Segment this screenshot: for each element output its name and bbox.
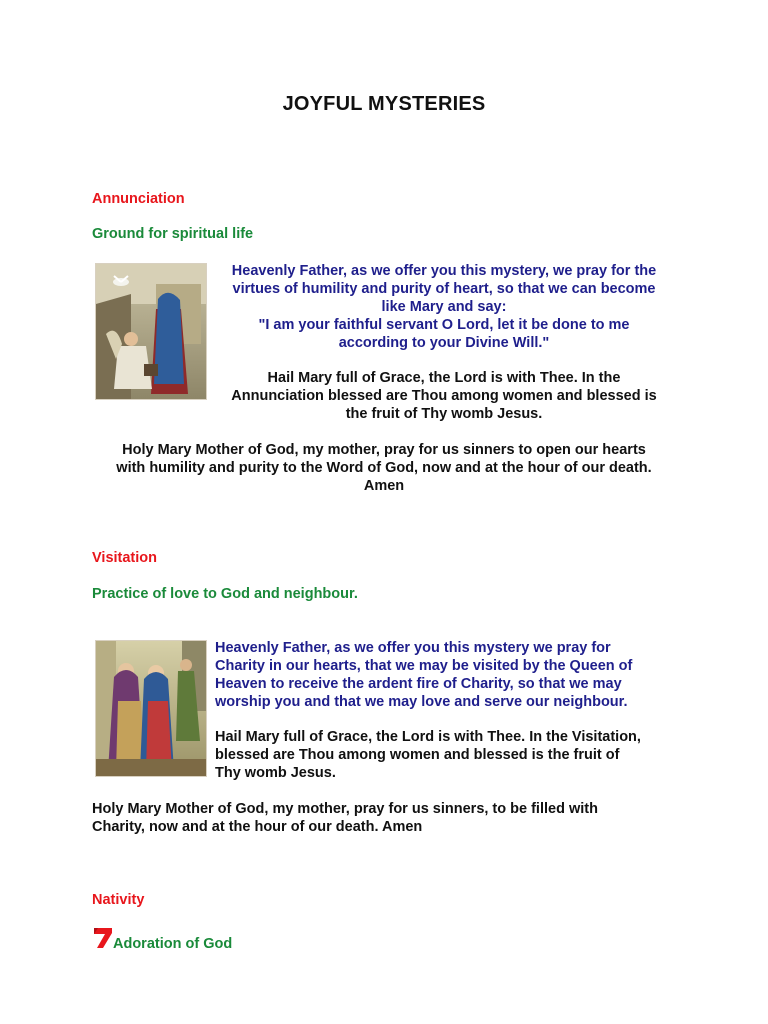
red-number-seven-icon: [92, 926, 114, 950]
offering-line: Heavenly Father, as we offer you this mystery, we pray for the: [231, 263, 657, 279]
hail-mary-visitation: [215, 728, 685, 782]
holy-mary-annunciation: [80, 441, 688, 495]
offering-prayer-annunciation: [210, 262, 678, 352]
holy-mary-line: Holy Mary Mother of God, my mother, pray for us sinners to open our hearts: [122, 442, 646, 458]
offering-line: Heavenly Father, as we offer you this mystery we pray for: [215, 640, 611, 656]
hail-mary-line: Hail Mary full of Grace, the Lord is with Thee. In the Visitation,: [215, 729, 641, 745]
holy-mary-line: with humility and purity to the Word of God, now and at the hour of our death.: [116, 460, 652, 476]
hail-mary-line: blessed are Thou among women and blessed is the fruit of: [215, 747, 620, 763]
hail-mary-annunciation: [210, 369, 678, 423]
offering-line: virtues of humility and purity of heart, so that we can become: [232, 281, 656, 297]
page-title: JOYFUL MYSTERIES: [282, 93, 486, 115]
holy-mary-visitation: [92, 800, 712, 836]
mystery-heading-nativity: Nativity: [92, 892, 145, 908]
annunciation-image: [95, 263, 207, 400]
holy-mary-line: Holy Mary Mother of God, my mother, pray for us sinners, to be filled with: [92, 801, 598, 817]
offering-line: according to your Divine Will.": [338, 335, 550, 351]
annunciation-painting-icon: [96, 264, 206, 399]
visitation-painting-icon: [96, 641, 206, 776]
hail-mary-line: Hail Mary full of Grace, the Lord is with Thee. In the: [267, 370, 621, 386]
mystery-fruit-nativity: Adoration of God: [113, 936, 233, 952]
mystery-heading-annunciation: Annunciation: [92, 191, 185, 207]
hail-mary-line: Thy womb Jesus.: [215, 765, 336, 781]
hail-mary-line: the fruit of Thy womb Jesus.: [345, 406, 543, 422]
holy-mary-line: Amen: [363, 478, 405, 494]
visitation-image: [95, 640, 207, 777]
offering-line: Heaven to receive the ardent fire of Charity, so that we may: [215, 676, 622, 692]
holy-mary-line: Charity, now and at the hour of our death. Amen: [92, 819, 423, 835]
offering-line: worship you and that we may love and serve our neighbour.: [215, 694, 628, 710]
hail-mary-line: Annunciation blessed are Thou among women and blessed is: [231, 388, 657, 404]
mystery-fruit-visitation: Practice of love to God and neighbour.: [92, 586, 358, 602]
mystery-heading-visitation: Visitation: [92, 550, 157, 566]
offering-line: like Mary and say:: [381, 299, 507, 315]
offering-line: "I am your faithful servant O Lord, let it be done to me: [258, 317, 630, 333]
mystery-fruit-annunciation: Ground for spiritual life: [92, 226, 254, 242]
offering-prayer-visitation: [215, 639, 685, 711]
offering-line: Charity in our hearts, that we may be visited by the Queen of: [215, 658, 633, 674]
